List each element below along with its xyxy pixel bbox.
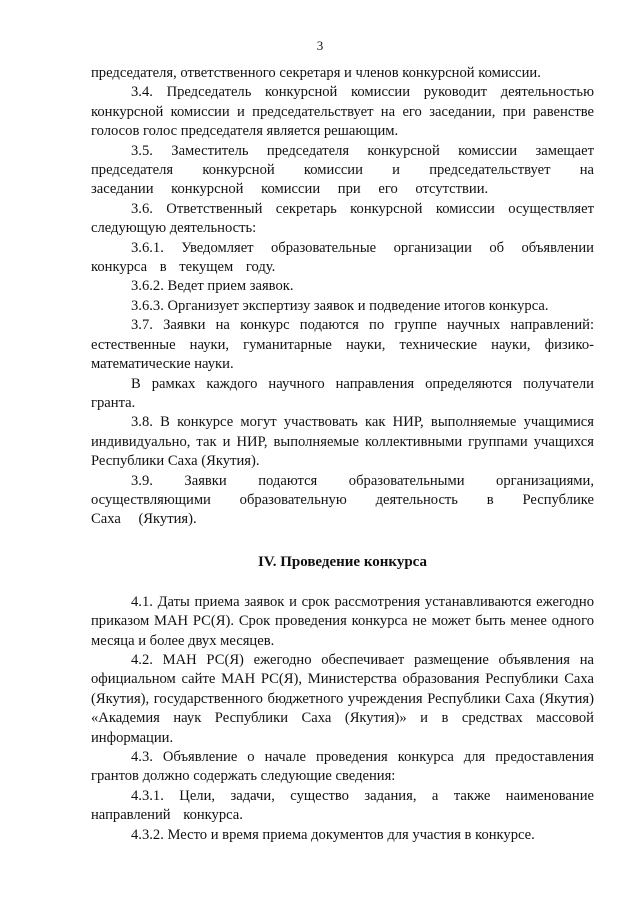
paragraph-4-3-1: 4.3.1. Цели, задачи, существо задания, а также наименование направлений конкурса. [91, 787, 594, 824]
paragraph-4-3-2: 4.3.2. Место и время приема документов для участия в конкурсе. [131, 826, 535, 843]
page-number: 3 [316, 38, 324, 53]
paragraph-3-5: 3.5. Заместитель председателя конкурсной комиссии замещает председателя конкурсной комиссии и председательствует на заседании конкурсной комиссии при его отсутствии. [91, 142, 594, 198]
paragraph-3-6: 3.6. Ответственный секретарь конкурсной комиссии осуществляет следующую деятельность: [91, 200, 594, 237]
paragraph-3-6-3: 3.6.3. Организует экспертизу заявок и подведение итогов конкурса. [131, 297, 549, 314]
paragraph-3-6-1: 3.6.1. Уведомляет образовательные организации об объявлении конкурса в текущем году. [91, 239, 594, 276]
paragraph-3-4: 3.4. Председатель конкурсной комиссии руководит деятельностью конкурсной комиссии и председательствует на его заседании, при равенстве голосов голос председателя является решающим. [91, 84, 594, 140]
paragraph-3-8: 3.8. В конкурсе могут участвовать как НИР, выполняемые учащимися индивидуально, так и НИР, выполняемые коллективными группами учащихся Республики Саха (Якутия). [91, 414, 594, 470]
document-body [91, 64, 594, 845]
paragraph-3-9: 3.9. Заявки подаются образовательными организациями, осуществляющими образовательную деятельность в Республике Саха (Якутия). [91, 472, 594, 528]
paragraph-3-7: 3.7. Заявки на конкурс подаются по группе научных направлений: естественные науки, гуманитарные науки, технические науки, физико-математические науки. [91, 317, 594, 373]
paragraph-3-6-2: 3.6.2. Ведет прием заявок. [131, 278, 294, 295]
paragraph-3-3-continuation: председателя, ответственного секретаря и членов конкурсной комиссии. [91, 65, 541, 81]
section-heading: IV. Проведение конкурса [257, 553, 428, 570]
paragraph-4-3: 4.3. Объявление о начале проведения конкурса для предоставления грантов должно содержать следующие сведения: [91, 749, 594, 785]
paragraph-3-7-note: В рамках каждого научного направления определяются получатели гранта. [91, 375, 594, 411]
paragraph-4-1: 4.1. Даты приема заявок и срок рассмотрения устанавливаются ежегодно приказом МАН РС(Я). Срок проведения конкурса не может быть менее одного месяца и более двух месяцев. [91, 593, 594, 649]
paragraph-4-2: 4.2. МАН РС(Я) ежегодно обеспечивает размещение объявления на официальном сайте МАН РС(Я), Министерства образования Республики Саха (Якутия), государственного бюджетного учреждения Республики Саха (Якутия) «Академия наук Республики Саха (Якутия)» и в средствах массовой информации. [91, 651, 594, 746]
